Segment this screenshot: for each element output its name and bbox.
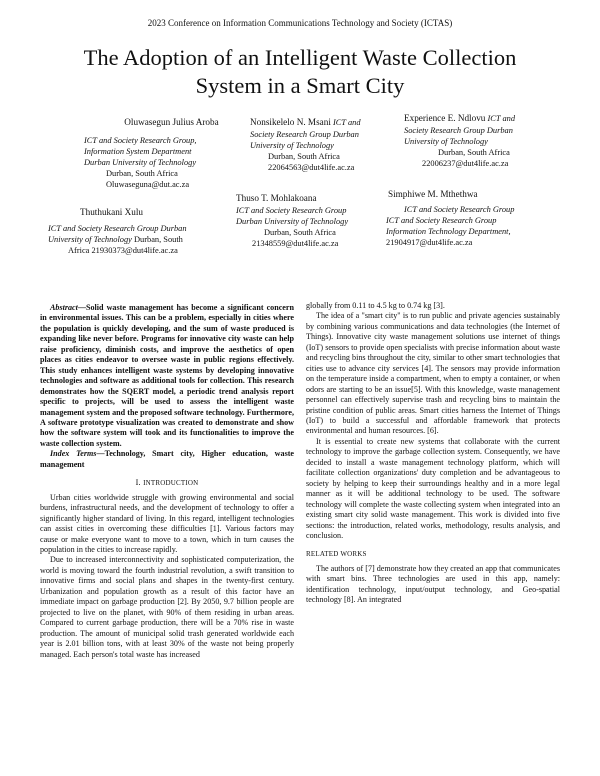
author-affiliation: Society Research Group Durban — [404, 126, 513, 135]
author-mohlakoana — [236, 192, 386, 249]
author-email: Africa 21930373@dut4life.ac.za — [68, 246, 178, 255]
author-affiliation: ICT and Society Research Group — [404, 205, 515, 214]
index-terms-text: —Technology, Smart city, Higher education, waste management — [40, 449, 295, 469]
author-email: Oluwaseguna@dut.ac.za — [106, 180, 190, 189]
intro-paragraph-2: Due to increased interconnectivity and sophisticated computerization, the world is moving toward the fourth industrial revolution, a swift transition to innovative firms and social plans and shapes in the twenty-first century. Urbanization and population growth as a result of this factor have an immediate impact on garbage production [2]. By 2050, 9.7 billion people are projected to live on the planet, with 90% of them residing in urban areas. Compared to current garbage production, there will be a 70% rise in waste production. The amount of municipal solid trash generated worldwide each year is 2.01 billion tons, with at least 30% of the waste not being properly managed. Each person's total waste has increased — [40, 555, 294, 659]
author-affiliation: ICT and Society Research Group, — [84, 136, 197, 145]
author-affiliation: ICT and Society Research Group — [236, 206, 347, 215]
abstract-label: Abstract — [50, 303, 78, 312]
author-affiliation: ICT and — [333, 118, 361, 127]
section-heading-introduction: I. INTRODUCTION — [135, 478, 199, 488]
author-affiliation: University of Technology — [404, 137, 488, 146]
author-mthethwa — [386, 188, 556, 248]
author-affiliation: Information System Department — [84, 147, 192, 156]
right-paragraph-2: It is essential to create new systems that collaborate with the current technology to improve the garbage collection system. Consequently, we have decided to install a waste management technology platform, which will facilitate collection organizations' duty completion and be advantageous to society by helping to keep their surroundings healthy and in a more legal manner as it will be additional technology to be used. The software technology will complete the waste collecting system when integrated into an existing smart city solid waste management. This work is divided into five sections: the introduction, related works, methodology, results analysis, and conclusion. — [306, 436, 560, 540]
author-city: Durban, South Africa — [264, 228, 336, 237]
author-affiliation: Durban University of Technology — [236, 217, 349, 226]
author-affiliation: Durban University of Technology — [84, 158, 197, 167]
index-terms — [40, 449, 294, 470]
author-affiliation: ICT and — [487, 114, 516, 123]
author-email: 22064563@dut4life.ac.za — [268, 163, 355, 172]
author-city: Durban, South Africa — [438, 148, 510, 157]
author-city: Durban, South Africa — [268, 152, 340, 161]
right-paragraph-1: The idea of a "smart city" is to run public and private agencies sustainably by combining various communications and data technologies (the Internet of Things). Innovative city waste management solutions use internet of things (IoT) sensors to provide open specialists with precise information about waste and recycling bins throughout the city, similar to other smart technologies that cities use to advance city services [4]. The sensors may provide information on the temperature inside a compartment, when to empty a container, or when odors are starting to be an issue[5]. With this knowledge, waste management personnel can effectively supervise trash and recycling bins to maintain the pristine condition of public areas. Smart cities harness the Internet of Things (IoT) to build a successful and affordable framework that protects environmental and human resources. [6]. — [306, 311, 560, 436]
author-name: Nonsikelelo N. Msani — [250, 117, 331, 127]
abstract-text: —Solid waste management has become a significant concern in environmental issues. This can be a problem, especially in cities where the population is quickly developing, and the sum of waste produced is expanding like never before. Programs for innovative city waste can help raise proficiency, diminish costs, and improve the aesthetics of open places as cities endeavor to oversee waste in public regions effectively. This study enhances intelligent waste systems by developing innovative technologies and software as additional tools for collection. This research demonstrates how the SQERT model, a periodic trend analysis report specific to projects, will be used to assess the intelligent waste management system and the proposed software technology. Furthermore, A software prototype visualization was created to demonstrate and show how the software system will took and its functionalities to improve the waste collection system. — [40, 303, 294, 448]
section-heading-related-works: RELATED WORKS — [306, 550, 367, 559]
right-paragraph-0: globally from 0.11 to 4.5 kg to 0.74 kg [3]. — [306, 301, 445, 310]
author-email: 22006237@dut4life.ac.za — [422, 159, 509, 168]
author-name: Thuso T. Mohlakoana — [236, 193, 317, 203]
author-msani — [250, 116, 400, 173]
author-affiliation: Durban, South — [134, 235, 183, 244]
author-affiliation: Information Technology Department, — [386, 227, 511, 236]
author-name: Simphiwe M. Mthethwa — [388, 189, 478, 199]
title-line-2: System in a Smart City — [195, 73, 405, 98]
author-name: Oluwasegun Julius Aroba — [124, 117, 219, 127]
related-paragraph-1: The authors of [7] demonstrate how they created an app that communicates with smart bins. Three technologies are used in this app, namely: identification technology, input/output technology, and Geo-spatial technology [8]. An integrated — [306, 563, 560, 605]
author-email: 21904917@dut4life.ac.za — [386, 238, 473, 247]
author-affiliation: University of Technology — [250, 141, 334, 150]
intro-paragraph-1: Urban cities worldwide struggle with growing environmental and social burdens, infrastructural needs, and the development of technology to offer a significantly higher standard of living. In this regard, intelligent technologies can assist cities in overcoming these difficulties [1]. Various factors may cause or make everyone want to move to a town, which in turn causes the population in the cities to increase rapidly. — [40, 492, 294, 554]
author-email: 21348559@dut4life.ac.za — [252, 239, 339, 248]
author-name: Thuthukani Xulu — [80, 207, 144, 217]
author-affiliation: ICT and Society Research Group Durban — [48, 224, 187, 233]
left-column — [40, 303, 294, 660]
conference-header: 2023 Conference on Information Communications Technology and Society (ICTAS) — [147, 18, 453, 28]
author-affiliation: Society Research Group Durban — [250, 130, 359, 139]
author-ndlovu — [404, 112, 554, 169]
title-line-1: The Adoption of an Intelligent Waste Collection — [83, 45, 517, 70]
right-column — [306, 301, 560, 606]
index-terms-label: Index Terms — [50, 449, 97, 459]
author-xulu — [48, 206, 248, 256]
paper-title — [40, 44, 560, 100]
author-affiliation: University of Technology — [48, 235, 132, 244]
author-city: Durban, South Africa — [106, 169, 178, 178]
abstract — [40, 303, 294, 449]
author-affiliation: ICT and Society Research Group — [386, 216, 497, 225]
author-aroba — [84, 116, 259, 190]
author-name: Experience E. Ndlovu — [404, 113, 486, 123]
